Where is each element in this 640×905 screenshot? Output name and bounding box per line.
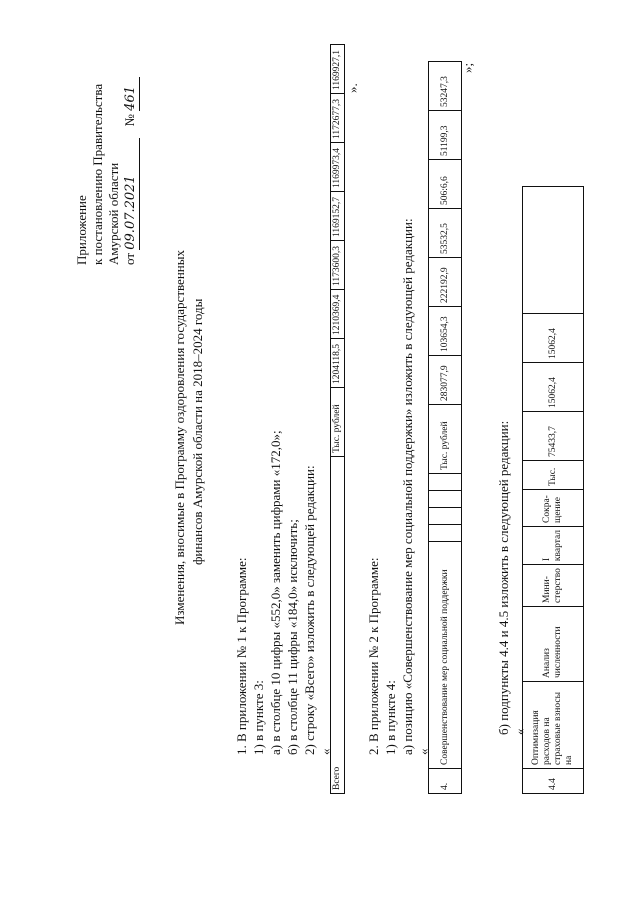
cell-analysis: Анализ численности [523,607,584,682]
cell-value: 1172677,3 [331,94,345,143]
s1-para2: 1) в пункте 3: [251,680,266,755]
s1-close-quote: ». [345,83,360,93]
s3-open-quote: « [512,728,527,735]
cell-value: 15062,4 [523,363,584,412]
cell-value: 53247,3 [429,62,462,111]
table-row [523,187,584,794]
title-line2: финансов Амурской области на 2018–2024 годы [190,298,205,565]
cell-value: 1169152,7 [331,192,345,241]
number-value: 461 [123,77,140,111]
cell-empty [429,491,462,508]
cell-value: 1204118,5 [331,339,345,388]
cell-value: 1210369,4 [331,290,345,339]
subitems-table [522,186,584,794]
date-prefix: от [122,252,137,265]
s3-para1: б) подпункты 4.4 и 4.5 изложить в следующей редакции: [496,420,511,735]
social-support-table [428,61,462,794]
cell-value: 506:6,6 [429,160,462,209]
s2-para2: 1) в пункте 4: [383,680,398,755]
cell-value: 51199,3 [429,111,462,160]
s2-para1: 2. В приложении № 2 к Программе: [366,557,381,755]
s1-para1: 1. В приложении № 1 к Программе: [234,557,249,755]
s1-para3: а) в столбце 10 цифры «552,0» заменить цифрами «172,0»; [268,430,283,755]
s2-open-quote: « [416,748,431,755]
s2-para3: а) позицию «Совершенствование мер социальной поддержки» изложить в следующей редакции: [400,218,415,755]
title-line1: Изменения, вносимые в Программу оздоровления государственных [172,250,187,625]
header-line1: Приложение [74,195,89,265]
cell-unit: Тыс. рублей [331,388,345,457]
cell-unit: Тыс. рублей [429,405,462,474]
header-line3: Амурской области [106,162,121,265]
header-line2: к постановлению Правительства [90,83,105,265]
s1-para5: 2) строку «Всего» изложить в следующей редакции: [302,465,317,755]
date-value: 09.07.2021 [123,138,140,250]
cell-value: 1169973,4 [331,143,345,192]
table-row [331,45,345,794]
cell-value: 1169927,1 [331,45,345,94]
cell-value: 103654,3 [429,307,462,356]
cell-num: 4.4 [523,769,584,794]
cell-empty [523,187,584,314]
cell-value: 283077,9 [429,356,462,405]
cell-num: 4. [429,769,462,794]
cell-effect: Сокра- щение [523,490,584,527]
cell-label: Всего [331,457,345,794]
table-row [429,62,462,794]
s1-para4: б) в столбце 11 цифры «184,0» исключить; [285,519,300,755]
cell-label: Оптимизация расходов на страховые взносы на [523,682,584,769]
total-row-table [330,44,345,794]
cell-value: 75433,7 [523,412,584,461]
cell-empty [429,525,462,542]
cell-agency: Мини- стерство [523,565,584,607]
cell-value: 53532,5 [429,209,462,258]
cell-empty [429,474,462,491]
cell-unit: Тыс. [523,461,584,490]
cell-empty [429,508,462,525]
cell-label: Совершенствование мер социальной поддержки [429,542,462,769]
cell-period: I квартал [523,527,584,565]
cell-value: 15062,4 [523,314,584,363]
cell-value: 222192,9 [429,258,462,307]
s1-open-quote: « [318,748,333,755]
s2-close-quote: »; [460,62,475,73]
cell-value: 1173600,3 [331,241,345,290]
header-date-line [122,77,140,265]
number-prefix: № [122,114,137,127]
